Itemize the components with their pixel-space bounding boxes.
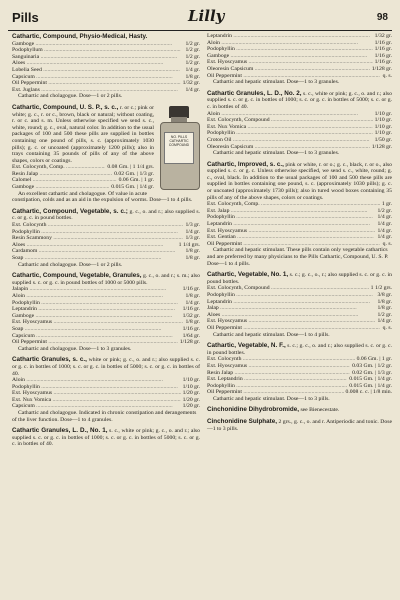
ingredient-row [207,201,392,208]
ingredient-name: Oil Peppermint ..... [12,339,178,346]
ingredient-name: Capsicum ..... [12,403,181,410]
ingredient-name: Resin Scammony ..... [12,235,183,242]
ingredient-row [12,377,200,384]
ingredient-name: Oil Peppermint ..... [207,241,381,248]
ingredient-name: Leptandrin ..... [207,33,373,40]
ingredient-row [207,356,392,363]
entry-title: Cathartic, Compound, Vegetable, Granules, [12,272,142,280]
entry-note: Cathartic and cholagogue. Indicated in chronic constipation and derangements of the liver function. Dose—1 to 4 granules. [12,410,197,423]
ingredient-dose: 1 gr. [381,201,392,208]
ingredient-row [207,285,392,292]
ingredient-name: Ext. Colocynth, Comp. ..... [207,201,380,208]
ingredient-name: Aloin ..... [12,293,183,300]
ingredient-row [207,363,392,370]
entry-description: Cathartic Granules, L. D., No. 1, s. c., white or pink; g. c., o. and r.; also supplied s. c. or g. c. in bottles of 1000; s. c. or g. c. in bottles of 5000; s. c. or g. c. in bottles of 40. [12,427,200,448]
entry-note: Cathartic and hepatic stimulant. Dose—1 to 3 pills. [213,395,330,402]
ingredient-dose: 1 1/2 grs. [370,285,392,292]
ingredient-row [207,130,392,137]
entry-title: Cathartic, Improved, s. c., [207,160,284,168]
ingredient-row [12,248,200,255]
ingredient-row [12,384,200,391]
ingredient-dose: 1/8 gr. [185,292,200,299]
ingredient-row [207,234,392,241]
ingredient-dose: 1/16 gr. [182,325,200,332]
entry-description: Cinchonidine Dihydrobromide, see Bienecestate. [207,406,340,414]
ingredient-name: Podophyllin ..... [12,384,181,391]
ingredient-name: Ext. Colocynth, Compound ..... [207,285,369,292]
ingredient-name: Cardamom ..... [12,248,183,255]
ingredient-dose: 1/2 gr. [185,53,200,60]
pill-entry [207,418,392,432]
ingredient-row [12,41,200,48]
ingredient-dose: 1/8 gr. [185,73,200,80]
ingredient-row [207,208,392,215]
ingredient-row [12,74,200,81]
ingredient-row [12,184,154,191]
pill-entry [207,33,392,86]
ingredient-name: Oil Peppermint ..... [12,80,181,87]
ingredient-dose: 1/16 gr. [374,39,392,46]
ingredient-dose: 0.08 Gm. | 1 1/4 grs. [107,164,154,171]
ingredient-name: Ext. Hyoscyamus ..... [12,390,181,397]
entry-title: Cathartic, Vegetable, No. 1, [207,271,289,279]
entry-title: Cathartic Granules, s. c., [12,356,87,364]
ingredient-dose: 1/8 gr. [185,319,200,326]
ingredient-dose: 0.03 Gm. | 1/2 gr. [352,362,392,369]
ingredient-name: Ext. Hyoscyamus ..... [207,363,350,370]
ingredient-row [12,47,200,54]
right-column [207,33,392,436]
ingredient-row [207,318,392,325]
ingredient-name: Gamboge ..... [12,313,181,320]
ingredient-row [12,242,200,249]
ingredient-row [207,117,392,124]
entry-description: Cinchonidine Sulphate, 2 grs., g. c., o. and r. Antiperiodic and tonic. Dose—1 to 3 pills. [207,418,392,432]
ingredient-row [207,228,392,235]
ingredient-name: Resin Jalap ..... [12,171,112,178]
ingredient-row [12,80,200,87]
ingredient-name: Resin Jalap ..... [207,370,350,377]
ingredient-name: Ext. Jalap ..... [207,208,375,215]
ingredient-dose: q. s. [382,72,392,79]
ingredient-row [207,389,392,396]
left-column [12,33,200,452]
ingredient-name: Podophyllum ..... [12,47,183,54]
ingredient-name: Ext. Colocynth, Compound ..... [207,117,373,124]
ingredient-name: Podophyllin ..... [207,383,347,390]
ingredient-dose: 0.015 Gm. | 1/4 gr. [349,376,392,383]
ingredient-dose: 1/10 gr. [374,117,392,124]
ingredient-dose: 0.008 c. c. | 1/8 min. [345,389,392,396]
ingredient-dose: q. s. [382,324,392,331]
entry-note: Cathartic and cholagogue. Dose—1 to 3 granules. [18,345,132,352]
ingredient-row [12,87,200,94]
ingredient-name: Jalap ..... [207,305,375,312]
ingredient-name: Oleoresin Capsicum ..... [207,66,370,73]
ingredient-dose: 1/16 gr. [374,52,392,59]
entry-description: Cathartic, Compound, Vegetable, Granules, g. c., o. and r.; s. m.; also supplied s. c. or g. c. in pound bottles of 1000 or 5000 pills. [12,272,200,286]
ingredient-dose: 1/8 gr. [185,248,200,255]
ingredient-name: Aloin ..... [207,111,373,118]
pill-entry [207,161,392,268]
ingredient-name: Ext. Hyoscyamus ..... [207,228,375,235]
ingredient-dose: 1/4 gr. [377,234,392,241]
ingredient-name: Ext. Colocynth, Comp. ..... [12,164,105,171]
ingredient-dose: 0.02 Gm. | 1/3 gr. [114,170,154,177]
ingredient-dose: 1/16 gr. [374,59,392,66]
ingredient-name: Leptandrin ..... [207,221,375,228]
ingredient-name: Ext. Colocynth ..... [207,356,355,363]
ingredient-name: Podophyllin ..... [207,130,373,137]
ingredient-row [12,222,200,229]
ingredient-row [207,33,392,40]
ingredient-row [207,59,392,66]
ingredient-dose: 1/64 gr. [182,332,200,339]
entry-description: Cathartic Granules, L. D., No. 2, s. c., white or pink; g. c., o. and r.; also supplied s. c. or g. c. in bottles of 1000; s. c. or g. c. in bottles of 5000; s. c. or g. c. in bottles of 40. [207,89,392,110]
ingredient-dose: 3/8 gr. [377,291,392,298]
ingredient-row [207,241,392,248]
ingredient-dose: 1/8 gr. [185,255,200,261]
entry-note: Cathartic and hepatic stimulant. Dose—1 to 3 granules. [213,150,340,157]
pill-entry [207,90,392,157]
ingredient-row [12,60,200,67]
ingredient-row [12,286,200,293]
ingredient-name: Aloes ..... [207,312,375,319]
ingredient-name: Gamboge ..... [207,53,373,60]
entry-note: An excellent cathartic and cholagogue. Of value in acute constipation, colds and as an aid in the expulsion of worms. Dose—1 to 4 pills. [12,190,193,204]
entry-note: Cathartic and cholagogue. Dose—1 or 2 pills. [18,261,123,268]
entry-note: Cathartic and hepatic stimulant. Dose—1 to 4 pills. [213,331,330,338]
pill-entry [12,356,200,423]
ingredient-name: Oleoresin Capsicum ..... [207,144,370,151]
ingredient-name: Aloin ..... [12,377,181,384]
entry-description: Cathartic, Vegetable, N. F., s. c.; g. c., o. and r.; also supplied s. c. or g. c. in pound bottles. [207,342,392,356]
ingredient-name: Soap ..... [12,255,183,262]
ingredient-name: Ext. Juglans ..... [12,87,183,94]
ingredient-row [12,306,200,313]
ingredient-row [207,214,392,221]
ingredient-row [207,305,392,312]
pill-entry [12,33,200,100]
pill-bottle-image [158,106,200,190]
ingredient-name: Aloes ..... [12,60,183,67]
ingredient-dose: 0.015 Gm. | 1/4 gr. [349,382,392,389]
ingredient-name: Lobelia Seed ..... [12,67,183,74]
ingredient-row [207,73,392,80]
ingredient-name: Calomel ..... [12,177,117,184]
ingredient-row [12,326,200,333]
ingredient-dose: 1/20 gr. [182,396,200,403]
ingredient-row [12,255,200,262]
ingredient-row [12,313,200,320]
ingredient-row [12,235,200,242]
entry-title: Cathartic Granules, L. D., No. 1, [12,427,108,435]
ingredient-dose: 1/2 gr. [185,40,200,47]
ingredient-dose: 0.06 Gm. | 1 gr. [356,356,392,363]
ingredient-row [207,221,392,228]
entry-description: Cathartic, Vegetable, No. 1, s. c.; g. c., o., r.; also supplied s. c. or g. c. in pound bottles. [207,271,392,285]
entry-title: Cathartic, Compound, U. S. P., s. c., [12,103,119,111]
entry-title: Cinchonidine Sulphate, [207,418,278,426]
pill-entry [12,272,200,352]
ingredient-row [12,164,154,171]
ingredient-dose: 0.06 Gm. | 1 gr. [118,177,154,184]
ingredient-dose: 1/16 gr. [182,306,200,313]
ingredient-dose: 1/8 gr. [377,298,392,305]
ingredient-row [12,333,200,340]
ingredient-name: Ext. Gentian ..... [207,234,375,241]
ingredient-dose: 1/4 gr. [377,221,392,228]
entry-note: Cathartic and cholagogue. Dose—1 or 2 pills. [18,93,123,100]
ingredient-row [207,370,392,377]
ingredient-dose: 1/10 gr. [374,130,392,137]
ingredient-name: Soap ..... [12,326,181,333]
ingredient-name: Ext. Leptandrin ..... [207,376,347,383]
ingredient-row [12,54,200,61]
ingredient-dose: 1/4 gr. [377,227,392,234]
ingredient-row [207,299,392,306]
entry-description [12,33,200,41]
ingredient-name: Oil Peppermint ..... [207,389,344,396]
ingredient-row [207,66,392,73]
ingredient-dose: 1/20 gr. [182,390,200,397]
ingredient-name: Leptandrin ..... [12,306,181,313]
ingredient-row [12,339,200,346]
entry-description: Cathartic Granules, s. c., white or pink; g. c., o. and r.; also supplied s. c. or g. c. in bottles of 1000; s. c. or g. c. in bottles of 5000; s. c. or g. c. in bottles of 40. [12,356,200,377]
ingredient-row [207,46,392,53]
pill-entry [207,271,392,338]
ingredient-name: Croton Oil ..... [207,137,373,144]
ingredient-row [207,124,392,131]
ingredient-dose: 1/4 gr. [185,299,200,306]
ingredient-name: Ext. Nux Vomica ..... [207,124,373,131]
ingredient-name: Oil Peppermint ..... [207,73,381,80]
ingredient-row [207,137,392,144]
ingredient-name: Podophyllin ..... [207,46,373,53]
ingredient-name: Gamboge ..... [12,41,183,48]
pill-entry [12,104,200,204]
ingredient-name: Ext. Hyoscyamus ..... [207,59,373,66]
ingredient-dose: 1/20 gr. [182,403,200,410]
ingredient-dose: 1/4 gr. [377,214,392,221]
page-header [8,4,392,31]
ingredient-name: Jalapin ..... [12,286,181,293]
ingredient-row [12,229,200,236]
ingredient-row [12,67,200,74]
ingredient-dose: 1/32 gr. [182,80,200,87]
ingredient-dose: 0.02 Gm. | 1/3 gr. [352,369,392,376]
ingredient-dose: 1/32 gr. [374,33,392,39]
entry-description: Cathartic, Compound, U. S. P., s. c., r. or c.; pink or white; g. c., r. or c., brown, black or natural; without coating, r. or c. and s. m. Unless otherwise specified we send s. c., white, round; g. c., oval, natural color. In addition to the usual packages of 100 and 500 these pills are supplied in bottles containing one pound of pills, s. c. (approximately 1030 pills); g. c. or uncoated (approximately 1200 pills); also in trays containing 35 pounds of pills of any of the above shapes, colors or coatings. [12,103,154,164]
pill-entry [207,406,392,414]
ingredient-name: Leptandrin ..... [207,299,375,306]
entry-note: Cathartic and hepatic stimulant. These pills contain only vegetable cathartics and are preferred by many physicians to the Pills Cathartic, Compound, U. S. P. Dose—1 to 4 pills. [207,247,389,267]
ingredient-dose: 1/16 gr. [182,286,200,293]
page-number: 98 [376,12,388,23]
brand-logo: Lilly [188,7,225,25]
pill-entry [12,427,200,448]
ingredient-row [207,292,392,299]
ingredient-name: Ext. Hyoscyamus ..... [12,319,183,326]
ingredient-name: Podophyllin ..... [12,300,183,307]
ingredient-row [207,53,392,60]
ingredient-dose: 1/3 gr. [185,235,200,242]
ingredient-dose: 1/128 gr. [371,65,392,72]
ingredient-name: Sanguinaria ..... [12,54,183,61]
ingredient-name: Capsicum ..... [12,333,181,340]
section-title: Pills [12,10,39,25]
ingredient-row [207,383,392,390]
ingredient-dose: 1/2 gr. [185,60,200,67]
ingredient-dose: 1/2 gr. [377,311,392,318]
ingredient-name: Gamboge ..... [12,184,109,191]
ingredient-dose: q. s. [382,240,392,247]
ingredient-name: Aloes ..... [12,242,177,249]
ingredient-dose: 1 1/4 grs. [178,241,200,248]
ingredient-dose: 1/16 gr. [374,46,392,53]
ingredient-dose: 1/4 gr. [185,228,200,235]
ingredient-dose: 1/8 gr. [377,305,392,312]
pill-entry [207,342,392,402]
ingredient-name: Ext. Hyoscyamus ..... [207,318,375,325]
ingredient-dose: 1/4 gr. [377,318,392,325]
entry-note: Cathartic and hepatic stimulant. Dose—1 to 3 granules. [213,79,340,86]
ingredient-row [207,376,392,383]
ingredient-row [207,312,392,319]
ingredient-name: Ext. Nux Vomica ..... [12,397,181,404]
entry-title: Cathartic, Vegetable, N. F., [207,342,286,350]
ingredient-dose: 1/10 gr. [374,110,392,117]
ingredient-row [12,397,200,404]
ingredient-dose: 1/128 gr. [179,339,200,346]
ingredient-row [207,40,392,47]
ingredient-name: Podophyllin ..... [207,214,375,221]
ingredient-row [12,390,200,397]
ingredient-name: Podophyllin ..... [12,229,183,236]
ingredient-dose: 1/10 gr. [374,123,392,130]
ingredient-row [12,300,200,307]
ingredient-name: Oil Peppermint ..... [207,325,381,332]
bottle-label: NO. PILLS CATHARTIC COMPOUND [164,132,194,164]
ingredient-dose: 1/32 gr. [182,312,200,319]
ingredient-name: Capsicum ..... [12,74,183,81]
ingredient-dose: 1/4 gr. [185,86,200,93]
ingredient-name: Podophyllin ..... [207,292,375,299]
ingredient-row [12,319,200,326]
entry-description: Cathartic, Compound, Vegetable, s. c.; g. c., o. and r.; also supplied s. c. or g. c. in pound bottles. [12,207,200,222]
ingredient-row [207,144,392,151]
ingredient-row [12,177,154,184]
ingredient-dose: 1/3 gr. [185,222,200,229]
ingredient-dose: 1/2 gr. [185,47,200,54]
ingredient-name: Aloin ..... [207,40,373,47]
ingredient-dose: 1/50 gr. [374,136,392,143]
ingredient-name: Ext. Colocynth ..... [12,222,183,229]
ingredient-row [12,171,154,178]
ingredient-dose: 1/10 gr. [182,377,200,384]
ingredient-dose: 1/4 gr. [185,66,200,73]
ingredient-row [207,111,392,118]
entry-title: Cinchonidine Dihydrobromide, [207,406,300,414]
ingredient-row [12,403,200,410]
ingredient-dose: 1/128 gr. [371,143,392,150]
ingredient-dose: 0.015 Gm. | 1/4 gr. [111,184,154,191]
ingredient-row [207,325,392,332]
ingredient-dose: 1/10 gr. [182,383,200,390]
entry-title: Cathartic, Compound, Vegetable, s. c.; [12,207,128,215]
entry-description: Cathartic, Improved, s. c., pink or white, r. or o.; g. c., black, r. or o., also supplied s. c. or g. c. Unless otherwise specified, we send s. c., white, round; g. c., oval, black. In addition to the usual packages of 100 and 500 these pills are supplied in bottles containing one pound, s. c. (approximately 1030 pills); g. c. or uncoated (approximately 1730 pills); also in tured wood boxes containing 35 pills of any of the above shapes, colors or coatings. [207,160,392,201]
ingredient-row [12,293,200,300]
pill-entry [12,208,200,268]
entry-title: Cathartic Granules, L. D., No. 2, [207,89,302,97]
entry-title: Cathartic, Compound, Physio-Medical, Hasty. [12,33,148,40]
ingredient-dose: 1/2 gr. [377,207,392,214]
